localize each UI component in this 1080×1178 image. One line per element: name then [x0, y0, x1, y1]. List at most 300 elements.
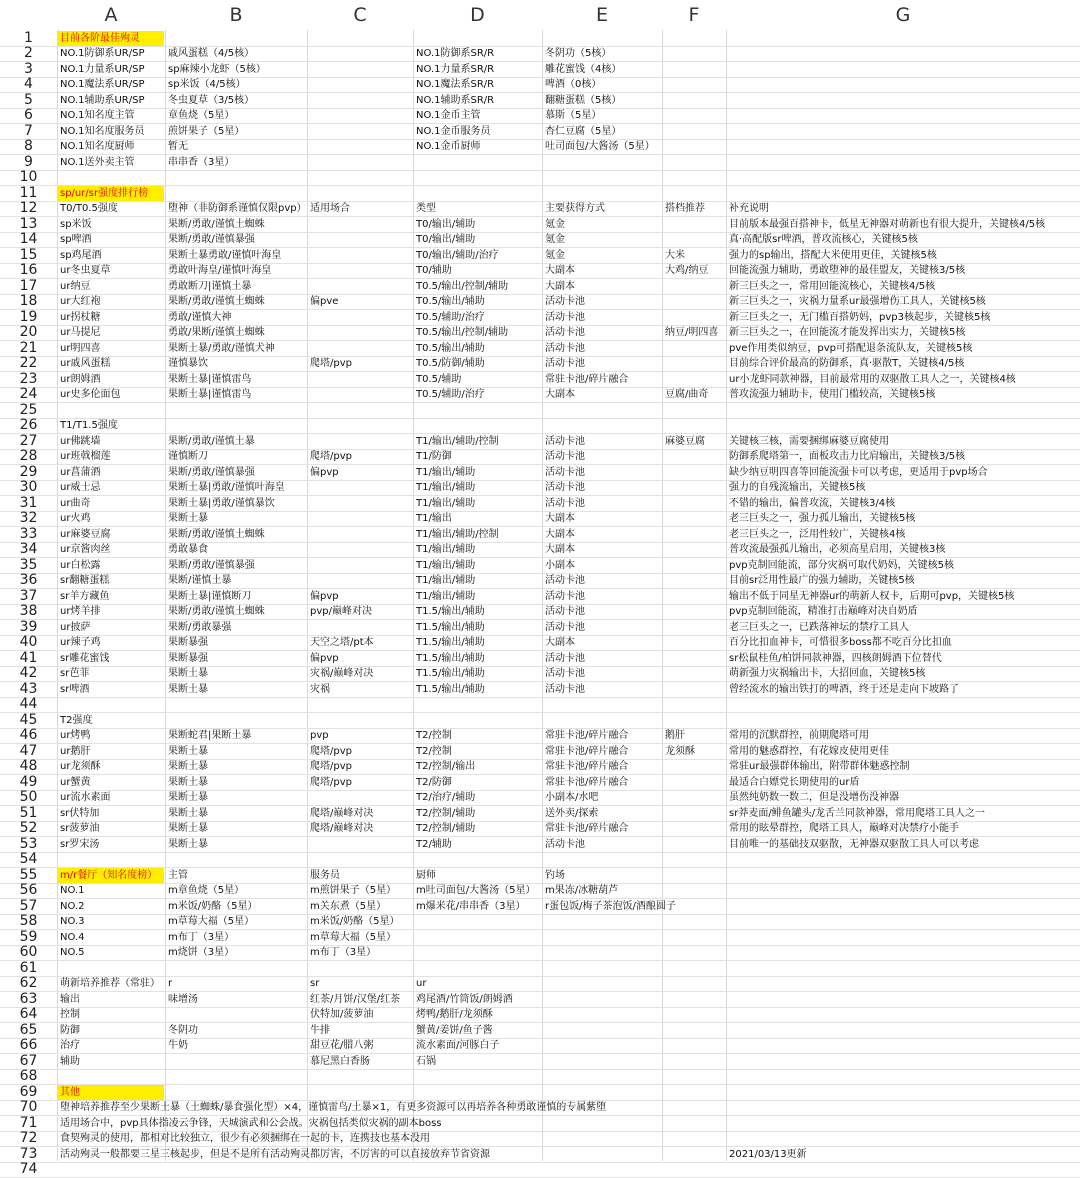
- sheet-cell[interactable]: T0.5/输出/控制/辅助: [416, 327, 509, 338]
- sheet-cell[interactable]: T1/输出/辅助: [416, 544, 476, 555]
- row-number[interactable]: 56: [19, 882, 38, 898]
- sheet-cell[interactable]: 果断暴强: [168, 652, 208, 664]
- sheet-cell[interactable]: 活动殉灵一般都要三星三核起步，但是不是所有活动殉灵都厉害，不厉害的可以直接放弃节省资源: [60, 1148, 490, 1160]
- sheet-cell[interactable]: ur蟹黄: [60, 776, 91, 788]
- sheet-cell[interactable]: sp米饭: [60, 218, 92, 230]
- sheet-cell[interactable]: 果断土暴: [168, 761, 208, 772]
- sheet-cell[interactable]: 偏pvp: [310, 590, 339, 602]
- sheet-cell[interactable]: T2强度: [60, 714, 93, 726]
- sheet-cell[interactable]: 果断/勇敢暴强: [168, 621, 232, 633]
- sheet-cell[interactable]: 大副本: [545, 280, 575, 292]
- sheet-cell[interactable]: NO.3: [60, 916, 85, 927]
- sheet-cell[interactable]: 大米: [665, 249, 685, 261]
- sheet-cell[interactable]: 治疗: [60, 1040, 80, 1051]
- sheet-cell[interactable]: 厨师: [416, 869, 436, 881]
- sheet-cell[interactable]: NO.1辅助系SR/R: [416, 94, 495, 106]
- sheet-cell[interactable]: 活动卡池: [545, 296, 585, 307]
- row-number[interactable]: 36: [19, 572, 38, 588]
- row-number[interactable]: 59: [19, 929, 38, 945]
- row-number[interactable]: 54: [19, 851, 38, 867]
- sheet-cell[interactable]: 百分比扣血神卡，可惜很多boss都不吃百分比扣血: [729, 637, 952, 648]
- sheet-cell[interactable]: NO.1辅助系UR/SP: [60, 94, 145, 106]
- sheet-cell[interactable]: 纳豆/明四喜: [665, 327, 719, 338]
- sheet-cell[interactable]: 强力的sp输出，搭配大米使用更佳，关键核5核: [729, 249, 937, 261]
- sheet-cell[interactable]: T1/输出/辅助/控制: [416, 528, 499, 540]
- row-number[interactable]: 53: [19, 836, 38, 852]
- row-number[interactable]: 50: [19, 789, 38, 805]
- row-number[interactable]: 68: [19, 1068, 38, 1084]
- sheet-cell[interactable]: NO.1金币厨师: [416, 141, 481, 152]
- sheet-cell[interactable]: 活动卡池: [545, 838, 585, 850]
- sheet-cell[interactable]: T1/输出: [416, 513, 452, 524]
- sheet-cell[interactable]: 送外卖/探索: [545, 807, 599, 819]
- sheet-cell[interactable]: 新三巨头之一，常用回能流核心，关键核4/5核: [729, 280, 936, 292]
- sheet-cell[interactable]: NO.1力量系UR/SP: [60, 63, 145, 75]
- sheet-cell[interactable]: m布丁（3星）: [310, 947, 377, 958]
- sheet-cell[interactable]: 果断土暴: [168, 668, 208, 679]
- sheet-cell[interactable]: ur火鸡: [60, 513, 91, 524]
- sheet-cell[interactable]: 石锅: [416, 1055, 436, 1067]
- sheet-cell[interactable]: 不错的输出，偏普攻流，关键核3/4核: [729, 497, 896, 509]
- row-number[interactable]: 17: [19, 278, 38, 294]
- sheet-cell[interactable]: 新三巨头之一，在回能流才能发挥出实力，关键核5核: [729, 327, 966, 338]
- sheet-cell[interactable]: 果断/勇敢/谨慎土蜘蛛: [168, 218, 265, 230]
- sheet-cell[interactable]: T1.5/输出/辅助: [416, 668, 485, 679]
- sheet-cell[interactable]: 新三巨头之一，无门槛百搭奶妈，pvp3核起步，关键核5核: [729, 311, 991, 323]
- sheet-cell[interactable]: 老三巨头之一，泛用性较广，关键核4核: [729, 528, 906, 540]
- row-number[interactable]: 16: [19, 262, 38, 278]
- sheet-cell[interactable]: ur曲奇: [60, 497, 91, 509]
- sheet-cell[interactable]: ur威士忌: [60, 482, 101, 493]
- sheet-cell[interactable]: 果断土暴: [168, 776, 208, 788]
- sheet-cell[interactable]: NO.1知名度服务员: [60, 125, 145, 137]
- sheet-cell[interactable]: T0.5/防御/辅助: [416, 358, 485, 369]
- sheet-cell[interactable]: 果断土暴|谨慎断刀: [168, 590, 252, 602]
- row-number[interactable]: 37: [19, 588, 38, 604]
- sheet-cell[interactable]: 果断/勇敢/谨慎暴强: [168, 559, 255, 571]
- sheet-cell[interactable]: sr松鼠桂鱼/柏饼同款神器，四核朗姆酒下位替代: [729, 652, 942, 664]
- sheet-cell[interactable]: 小副本: [545, 559, 575, 571]
- sheet-cell[interactable]: ur白松露: [60, 559, 101, 571]
- sheet-cell[interactable]: 果断/勇敢/谨慎土蜘蛛: [168, 606, 265, 617]
- sheet-cell[interactable]: ur佛跳墙: [60, 435, 101, 447]
- sheet-cell[interactable]: 大副本: [545, 389, 575, 400]
- sheet-cell[interactable]: T2/控制/输出: [416, 761, 476, 772]
- sheet-cell[interactable]: T0.5/辅助/治疗: [416, 311, 485, 323]
- sheet-cell[interactable]: 章鱼烧（5星）: [168, 110, 235, 121]
- sheet-cell[interactable]: 偏pvp: [310, 652, 339, 664]
- sheet-cell[interactable]: 活动卡池: [545, 451, 585, 462]
- sheet-cell[interactable]: sr芭菲: [60, 668, 90, 679]
- sheet-cell[interactable]: ur菖蒲酒: [60, 466, 101, 478]
- sheet-cell[interactable]: 曾经流水的输出铁打的啤酒，终于还是走向下坡路了: [729, 683, 959, 695]
- sheet-cell[interactable]: NO.1: [60, 885, 85, 896]
- sheet-cell[interactable]: ur烤鸭: [60, 730, 91, 741]
- sheet-cell[interactable]: 大副本: [545, 544, 575, 555]
- sheet-cell[interactable]: ur流水素面: [60, 792, 111, 803]
- sheet-cell[interactable]: ur京酱肉丝: [60, 544, 111, 555]
- section-header-cell[interactable]: sp/ur/sr强度排行榜: [58, 186, 164, 201]
- sheet-cell[interactable]: 活动卡池: [545, 683, 585, 695]
- row-number[interactable]: 28: [19, 448, 38, 464]
- sheet-cell[interactable]: ur麻婆豆腐: [60, 528, 111, 540]
- sheet-cell[interactable]: T1/输出/辅助: [416, 497, 476, 509]
- sheet-cell[interactable]: 普攻流强力辅助卡，使用门槛较高，关键核5核: [729, 389, 936, 400]
- sheet-cell[interactable]: T1.5/输出/辅助: [416, 683, 485, 695]
- sheet-cell[interactable]: 活动卡池: [545, 575, 585, 586]
- sheet-cell[interactable]: NO.1知名度主管: [60, 110, 135, 121]
- row-number[interactable]: 29: [19, 464, 38, 480]
- sheet-cell[interactable]: 爬塔/pvp: [310, 451, 352, 462]
- sheet-cell[interactable]: 目前版本最强百搭神卡，低星无神器对萌新也有很大提升，关键核4/5核: [729, 218, 1046, 230]
- sheet-cell[interactable]: ur鹅肝: [60, 745, 91, 757]
- sheet-cell[interactable]: m烧饼（3星）: [168, 947, 235, 958]
- sheet-cell[interactable]: 流水素面/河豚白子: [416, 1040, 500, 1051]
- sheet-cell[interactable]: ur冬虫夏草: [60, 265, 111, 276]
- sheet-cell[interactable]: 果断土暴|谨慎雷鸟: [168, 389, 252, 400]
- row-number[interactable]: 18: [19, 293, 38, 309]
- row-number[interactable]: 27: [19, 433, 38, 449]
- sheet-cell[interactable]: 爬塔/巅峰对决: [310, 807, 374, 819]
- sheet-cell[interactable]: 鸡尾酒/竹筒饭/朗姆酒: [416, 993, 513, 1005]
- sheet-cell[interactable]: 食契殉灵的使用，都相对比较独立，很少有必须捆绑在一起的卡，连携技也基本没用: [60, 1133, 430, 1144]
- sheet-cell[interactable]: 偏pve: [310, 296, 339, 307]
- row-number[interactable]: 39: [19, 619, 38, 635]
- sheet-cell[interactable]: T1.5/输出/辅助: [416, 637, 485, 648]
- sheet-cell[interactable]: 煎饼果子（5星）: [168, 125, 245, 137]
- sheet-cell[interactable]: 果断土暴|勇敢/谨慎暴饮: [168, 497, 275, 509]
- sheet-cell[interactable]: 补充说明: [729, 203, 769, 214]
- sheet-cell[interactable]: 灾祸: [310, 683, 330, 695]
- sheet-cell[interactable]: T0.5/输出/辅助: [416, 296, 485, 307]
- sheet-cell[interactable]: 活动卡池: [545, 466, 585, 478]
- sheet-cell[interactable]: 氪金: [545, 218, 565, 230]
- sheet-cell[interactable]: T0/输出/辅助: [416, 218, 476, 230]
- row-number[interactable]: 51: [19, 805, 38, 821]
- row-number[interactable]: 15: [19, 247, 38, 263]
- sheet-cell[interactable]: 勇敢/果断/谨慎土蜘蛛: [168, 327, 265, 338]
- row-number[interactable]: 45: [19, 712, 38, 728]
- row-number[interactable]: 26: [19, 417, 38, 433]
- sheet-cell[interactable]: T0/输出/辅助/治疗: [416, 249, 499, 261]
- row-number[interactable]: 43: [19, 681, 38, 697]
- row-number[interactable]: 4: [24, 76, 33, 92]
- sheet-cell[interactable]: 主要获得方式: [545, 203, 605, 214]
- sheet-cell[interactable]: 目前唯一的基础技双驱散，无神器双驱散工具人可以考虑: [729, 838, 979, 850]
- column-header-a[interactable]: A: [57, 0, 165, 30]
- row-number[interactable]: 71: [19, 1115, 38, 1131]
- row-number[interactable]: 70: [19, 1099, 38, 1115]
- row-number[interactable]: 7: [24, 123, 33, 139]
- sheet-cell[interactable]: 服务员: [310, 869, 340, 881]
- sheet-cell[interactable]: 牛排: [310, 1024, 330, 1036]
- row-number[interactable]: 30: [19, 479, 38, 495]
- row-number[interactable]: 8: [24, 138, 33, 154]
- row-number[interactable]: 48: [19, 758, 38, 774]
- sheet-cell[interactable]: T1/输出/辅助/控制: [416, 435, 499, 447]
- sheet-cell[interactable]: 果断/勇敢/谨慎暴强: [168, 234, 255, 245]
- sheet-cell[interactable]: m布丁（3星）: [168, 931, 235, 943]
- row-number[interactable]: 32: [19, 510, 38, 526]
- sheet-cell[interactable]: 萌新培养推荐（常驻）: [60, 978, 160, 989]
- sheet-cell[interactable]: m果冻/冰糖葫芦: [545, 885, 619, 896]
- sheet-cell[interactable]: 常驻卡池/碎片融合: [545, 776, 629, 788]
- sheet-cell[interactable]: 适用场合: [310, 203, 350, 214]
- sheet-cell[interactable]: NO.2: [60, 900, 85, 912]
- sheet-cell[interactable]: 烤鸭/鹅肝/龙须酥: [416, 1009, 493, 1020]
- row-number[interactable]: 61: [19, 960, 38, 976]
- sheet-cell[interactable]: 果断土暴: [168, 838, 208, 850]
- row-number[interactable]: 57: [19, 898, 38, 914]
- sheet-cell[interactable]: 果断土暴: [168, 683, 208, 695]
- sheet-cell[interactable]: 果断/谨慎土暴: [168, 575, 232, 586]
- sheet-cell[interactable]: m米饭/奶酪（5星）: [310, 916, 400, 927]
- row-number[interactable]: 13: [19, 216, 38, 232]
- sheet-cell[interactable]: NO.1魔法系UR/SP: [60, 79, 145, 90]
- sheet-cell[interactable]: 钓场: [545, 869, 565, 881]
- sheet-cell[interactable]: T2/防御: [416, 776, 452, 788]
- row-number[interactable]: 23: [19, 371, 38, 387]
- sheet-cell[interactable]: 搭档推荐: [665, 203, 705, 214]
- sheet-cell[interactable]: 果断土暴: [168, 745, 208, 757]
- sheet-cell[interactable]: T1/T1.5强度: [60, 420, 118, 431]
- sheet-cell[interactable]: T1/输出/辅助: [416, 466, 476, 478]
- sheet-cell[interactable]: T1.5/输出/辅助: [416, 621, 485, 633]
- sheet-cell[interactable]: 氪金: [545, 234, 565, 245]
- sheet-cell[interactable]: 雕花蜜饯（4核）: [545, 63, 622, 75]
- row-number[interactable]: 22: [19, 355, 38, 371]
- sheet-cell[interactable]: 活动卡池: [545, 621, 585, 633]
- row-number[interactable]: 49: [19, 774, 38, 790]
- sheet-cell[interactable]: T2/辅助: [416, 838, 452, 850]
- sheet-cell[interactable]: 冬阴功（5核）: [545, 48, 612, 59]
- row-number[interactable]: 3: [24, 61, 33, 77]
- sheet-cell[interactable]: T2/控制: [416, 730, 452, 741]
- sheet-cell[interactable]: NO.5: [60, 947, 85, 958]
- sheet-cell[interactable]: 防御系爬塔第一，面板攻击力比肩输出，关键核3/5核: [729, 451, 966, 462]
- sheet-cell[interactable]: T1/防御: [416, 451, 452, 462]
- sheet-cell[interactable]: T2/控制/辅助: [416, 807, 476, 819]
- sheet-cell[interactable]: 常驻卡池/碎片融合: [545, 373, 629, 385]
- sheet-cell[interactable]: 目前综合评价最高的防御系，真·驱散T，关键核4/5核: [729, 358, 965, 369]
- row-number[interactable]: 35: [19, 557, 38, 573]
- sheet-cell[interactable]: ur披萨: [60, 621, 91, 633]
- sheet-cell[interactable]: NO.1力量系SR/R: [416, 63, 495, 75]
- row-number[interactable]: 55: [19, 867, 38, 883]
- sheet-cell[interactable]: 常驻卡池/碎片融合: [545, 730, 629, 741]
- row-number[interactable]: 24: [19, 386, 38, 402]
- sheet-cell[interactable]: 谨慎断刀: [168, 451, 208, 462]
- sheet-cell[interactable]: T2/控制/辅助: [416, 823, 476, 834]
- sheet-cell[interactable]: ur戚风蛋糕: [60, 358, 111, 369]
- row-number[interactable]: 58: [19, 913, 38, 929]
- sheet-cell[interactable]: ur班戟榴莲: [60, 451, 111, 462]
- sheet-cell[interactable]: sr伏特加: [60, 807, 100, 819]
- row-number[interactable]: 40: [19, 634, 38, 650]
- sheet-cell[interactable]: 大鸡/纳豆: [665, 265, 709, 276]
- column-header-f[interactable]: F: [662, 0, 726, 30]
- sheet-cell[interactable]: NO.1魔法系SR/R: [416, 79, 495, 90]
- row-number[interactable]: 5: [24, 92, 33, 108]
- sheet-cell[interactable]: 缺少纳豆明四喜等回能流强卡可以考虑，更适用于pvp场合: [729, 466, 988, 478]
- sheet-cell[interactable]: 适用场合中，pvp具体指凌云争锋，天城演武和公会战。灾祸包括类似灾祸的副本boss: [60, 1117, 442, 1129]
- row-number[interactable]: 52: [19, 820, 38, 836]
- row-number[interactable]: 21: [19, 340, 38, 356]
- sheet-cell[interactable]: 勇敢/谨慎大神: [168, 311, 232, 323]
- sheet-cell[interactable]: 活动卡池: [545, 311, 585, 323]
- sheet-cell[interactable]: ur明四喜: [60, 342, 101, 354]
- sheet-cell[interactable]: T2/治疗/辅助: [416, 792, 476, 803]
- row-number[interactable]: 1: [24, 30, 33, 46]
- sheet-cell[interactable]: sr: [310, 978, 320, 989]
- sheet-cell[interactable]: ur烤羊排: [60, 606, 101, 617]
- sheet-cell[interactable]: 活动卡池: [545, 342, 585, 354]
- sheet-cell[interactable]: NO.1送外卖主管: [60, 156, 135, 168]
- sheet-cell[interactable]: 甜豆花/腊八粥: [310, 1040, 374, 1051]
- sheet-cell[interactable]: 普攻流最强孤儿输出，必须高星启用，关键核3核: [729, 544, 946, 555]
- sheet-cell[interactable]: 伏特加/菠萝油: [310, 1009, 374, 1020]
- row-number[interactable]: 44: [19, 696, 38, 712]
- sheet-cell[interactable]: 老三巨头之一，已跌落神坛的禁疗工具人: [729, 621, 909, 633]
- sheet-cell[interactable]: 果断土暴|勇敢/谨慎叶海皇: [168, 482, 285, 493]
- row-number[interactable]: 66: [19, 1037, 38, 1053]
- sheet-cell[interactable]: T0/输出/辅助: [416, 234, 476, 245]
- sheet-cell[interactable]: sr罗宋汤: [60, 838, 100, 850]
- row-number[interactable]: 12: [19, 200, 38, 216]
- sheet-cell[interactable]: 类型: [416, 203, 436, 214]
- sheet-cell[interactable]: T0.5/辅助/治疗: [416, 389, 485, 400]
- sheet-cell[interactable]: 果断土暴: [168, 807, 208, 819]
- sheet-cell[interactable]: pve作用类似纳豆，pvp可搭配退条流队友，关键核5核: [729, 342, 973, 354]
- sheet-cell[interactable]: 萌新强力灾祸输出卡，大招回血，关键核5核: [729, 668, 926, 679]
- sheet-cell[interactable]: 大副本: [545, 528, 575, 540]
- sheet-cell[interactable]: 活动卡池: [545, 327, 585, 338]
- sheet-cell[interactable]: 爬塔/pvp: [310, 745, 352, 757]
- sheet-cell[interactable]: 活动卡池: [545, 497, 585, 509]
- sheet-cell[interactable]: 常驻ur最强群体输出，附带群体魅惑控制: [729, 761, 910, 772]
- sheet-cell[interactable]: 主管: [168, 869, 188, 881]
- sheet-cell[interactable]: 蟹黄/姜饼/鱼子酱: [416, 1024, 493, 1036]
- sheet-cell[interactable]: 牛奶: [168, 1040, 188, 1051]
- sheet-cell[interactable]: sr啤酒: [60, 683, 90, 695]
- row-number[interactable]: 67: [19, 1053, 38, 1069]
- sheet-cell[interactable]: 活动卡池: [545, 590, 585, 602]
- sheet-cell[interactable]: 果断土暴/勇敢/谨慎犬神: [168, 342, 275, 354]
- sheet-cell[interactable]: 果断土暴: [168, 792, 208, 803]
- row-number[interactable]: 6: [24, 107, 33, 123]
- sheet-cell[interactable]: 鹅肝: [665, 730, 685, 741]
- sheet-cell[interactable]: 新三巨头之一，灾祸力量系ur最强增伤工具人，关键核5核: [729, 296, 986, 307]
- row-number[interactable]: 9: [24, 154, 33, 170]
- sheet-cell[interactable]: 小副本/水吧: [545, 792, 599, 803]
- column-header-d[interactable]: D: [413, 0, 542, 30]
- sheet-cell[interactable]: 爬塔/pvp: [310, 761, 352, 772]
- sheet-cell[interactable]: r: [168, 978, 173, 989]
- sheet-cell[interactable]: 冬虫夏草（3/5核）: [168, 94, 255, 106]
- sheet-cell[interactable]: pvp克制回能流，精准打击巅峰对决自奶盾: [729, 606, 918, 617]
- sheet-cell[interactable]: 活动卡池: [545, 606, 585, 617]
- sheet-cell[interactable]: 果断/勇敢/谨慎暴强: [168, 466, 255, 478]
- section-header-cell[interactable]: 其他: [58, 1085, 164, 1100]
- sheet-cell[interactable]: m草莓大福（5星）: [168, 916, 255, 927]
- sheet-cell[interactable]: ur龙须酥: [60, 761, 101, 772]
- column-header-e[interactable]: E: [542, 0, 662, 30]
- row-number[interactable]: 63: [19, 991, 38, 1007]
- sheet-cell[interactable]: 控制: [60, 1009, 80, 1020]
- sheet-cell[interactable]: m爆米花/串串香（3星）: [416, 900, 526, 912]
- row-number[interactable]: 41: [19, 650, 38, 666]
- sheet-cell[interactable]: 谨慎暴饮: [168, 358, 208, 369]
- sheet-cell[interactable]: 吐司面包/大酱汤（5星）: [545, 141, 655, 152]
- sheet-cell[interactable]: 活动卡池: [545, 435, 585, 447]
- sheet-cell[interactable]: sr羊方藏鱼: [60, 590, 110, 602]
- sheet-cell[interactable]: 勇敢断刀|谨慎土暴: [168, 280, 252, 292]
- sheet-cell[interactable]: T1.5/输出/辅助: [416, 652, 485, 664]
- sheet-cell[interactable]: 爬塔/巅峰对决: [310, 823, 374, 834]
- row-number[interactable]: 42: [19, 665, 38, 681]
- sheet-cell[interactable]: T0.5/辅助: [416, 373, 462, 385]
- sheet-cell[interactable]: 果断暴强: [168, 637, 208, 648]
- row-number[interactable]: 73: [19, 1146, 38, 1162]
- sheet-cell[interactable]: 大副本: [545, 265, 575, 276]
- sheet-cell[interactable]: 回能流强力辅助，勇敢堕神的最佳盟友，关键核3/5核: [729, 265, 966, 276]
- sheet-cell[interactable]: 最适合白嫖党长期使用的ur盾: [729, 776, 860, 788]
- row-number[interactable]: 2: [24, 45, 33, 61]
- row-number[interactable]: 74: [19, 1161, 38, 1177]
- sheet-cell[interactable]: sr菠萝油: [60, 823, 100, 834]
- sheet-cell[interactable]: 常用的魅惑群控，有花嫁皮使用更佳: [729, 745, 889, 757]
- sheet-cell[interactable]: m米饭/奶酪（5星）: [168, 900, 258, 912]
- column-header-b[interactable]: B: [165, 0, 307, 30]
- sheet-cell[interactable]: 勇敢暴食: [168, 544, 208, 555]
- sheet-cell[interactable]: 慕斯（5星）: [545, 110, 602, 121]
- sheet-cell[interactable]: 2021/03/13更新: [729, 1148, 807, 1160]
- sheet-cell[interactable]: 常驻卡池/碎片融合: [545, 823, 629, 834]
- sheet-cell[interactable]: 防御: [60, 1024, 80, 1036]
- sheet-cell[interactable]: 大副本: [545, 637, 575, 648]
- sheet-cell[interactable]: 虽然纯奶数一数二，但是没增伤没神器: [729, 792, 899, 803]
- sheet-cell[interactable]: 果断土暴: [168, 513, 208, 524]
- sheet-cell[interactable]: 目前sr泛用性最广的强力辅助，关键核5核: [729, 575, 915, 586]
- sheet-cell[interactable]: 关键核三核，需要捆绑麻婆豆腐使用: [729, 435, 889, 447]
- sheet-cell[interactable]: 常驻卡池/碎片融合: [545, 761, 629, 772]
- sheet-cell[interactable]: T1/输出/辅助: [416, 482, 476, 493]
- sheet-cell[interactable]: m关东煮（5星）: [310, 900, 387, 912]
- sheet-cell[interactable]: 灾祸/巅峰对决: [310, 668, 374, 679]
- sheet-cell[interactable]: T0.5/输出/辅助: [416, 342, 485, 354]
- sheet-cell[interactable]: 啤酒（0核）: [545, 79, 602, 90]
- sheet-cell[interactable]: sp鸡尾酒: [60, 249, 102, 261]
- sheet-cell[interactable]: ur大红袍: [60, 296, 101, 307]
- sheet-cell[interactable]: 串串香（3星）: [168, 156, 235, 168]
- sheet-cell[interactable]: 输出不低于同星无神器ur的萌新人权卡，后期可pvp，关键核5核: [729, 590, 1015, 602]
- sheet-cell[interactable]: 麻婆豆腐: [665, 435, 705, 447]
- sheet-cell[interactable]: ur史多伦面包: [60, 389, 121, 400]
- row-number[interactable]: 65: [19, 1022, 38, 1038]
- sheet-cell[interactable]: m吐司面包/大酱汤（5星）: [416, 885, 536, 896]
- sheet-cell[interactable]: sr翻糖蛋糕: [60, 575, 110, 586]
- row-number[interactable]: 46: [19, 727, 38, 743]
- sheet-cell[interactable]: 味增汤: [168, 993, 198, 1005]
- section-header-cell[interactable]: m/r餐厅（知名度榜）: [58, 868, 164, 883]
- sheet-cell[interactable]: 常用的沉默群控，前期爬塔可用: [729, 730, 869, 741]
- sheet-cell[interactable]: NO.1防御系UR/SP: [60, 48, 145, 59]
- sheet-cell[interactable]: 豆腐/曲奇: [665, 389, 709, 400]
- sheet-cell[interactable]: 慕尼黑白香肠: [310, 1055, 370, 1067]
- row-number[interactable]: 25: [19, 402, 38, 418]
- sheet-cell[interactable]: ur朗姆酒: [60, 373, 101, 385]
- section-header-cell[interactable]: 目前各阶最佳殉灵: [58, 31, 164, 46]
